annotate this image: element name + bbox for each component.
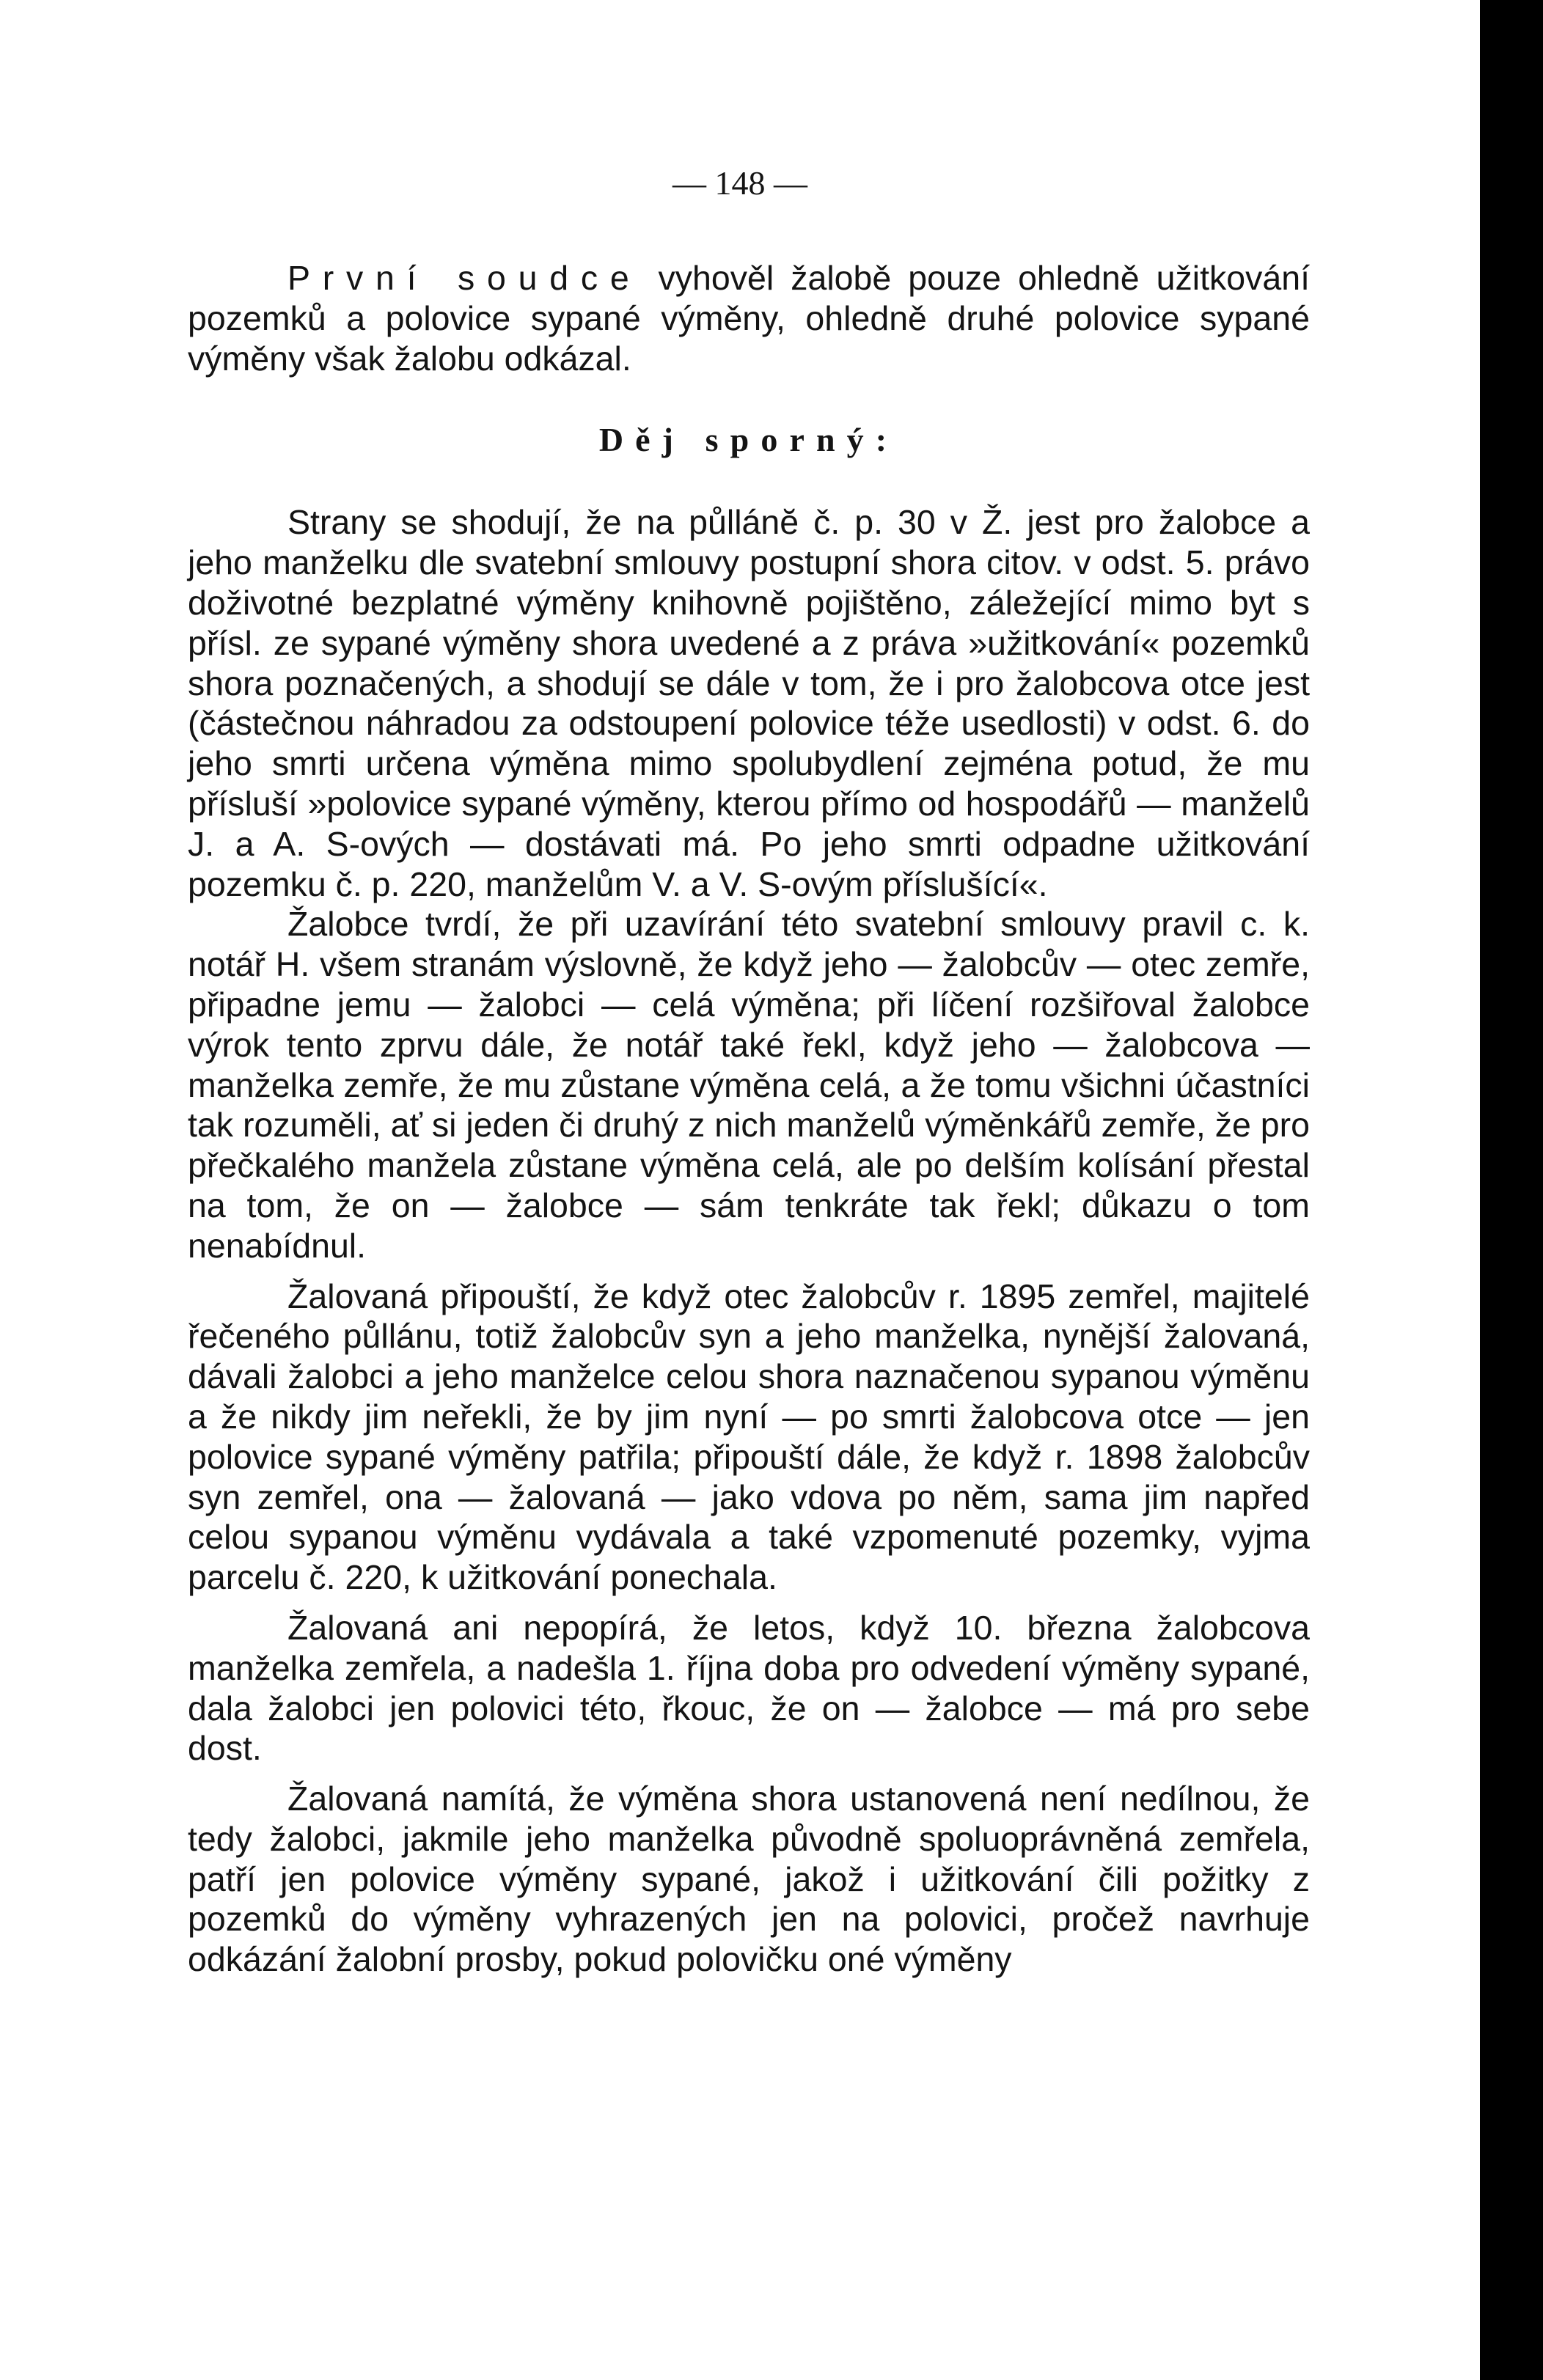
page-text [188, 258, 1310, 1980]
paragraph-defendant-concedes: Žalovaná ani nepopírá, že letos, když 10. března žalobcova manželka zemřela, a nadešla 1. října doba pro odvedení výměny sypané, dala žalobci jen polovici této, řkouc, že on — žalobce — má pro sebe dost. [188, 1608, 1310, 1768]
page-number: — 148 — [672, 164, 807, 202]
section-heading: Děj sporný: [598, 421, 899, 459]
scan-border [1480, 0, 1543, 2380]
spaced-phrase: První soudce [287, 259, 642, 297]
paragraph-text: vyhověl žalobě pouze ohledně užitkování pozemků a polovice sypané výměny, ohledně druhé polovice sypané výměny však žalobu odkázal. [188, 259, 1310, 378]
paragraph-agreed-facts: Strany se shodují, že na půllánĕ č. p. 30 v Ž. jest pro žalobce a jeho manželku dle svatební smlouvy postupní shora citov. v odst. 5. právo doživotné bezplatné výměny knihovně pojištěno, záležející mimo byt s přísl. ze sypané výměny shora uvedené a z práva »užitkování« pozemků shora poznačených, a shodují se dále v tom, že i pro žalobcova otce jest (částečnou náhradou za odstoupení polovice téže usedlosti) v odst. 6. do jeho smrti určena výměna mimo spolubydlení zejména potud, že mu přísluší »polovice sypané výměny, kterou přímo od hospodářů — manželů J. a A. S-ových — dostávati má. Po jeho smrti odpadne užitkování pozemku č. p. 220, manželům V. a V. S-ovým příslušící«. [188, 503, 1310, 903]
paragraph-first-judge [188, 258, 1310, 378]
paragraph-plaintiff-claims: Žalobce tvrdí, že při uzavírání této svatební smlouvy pravil c. k. notář H. všem stranám výslovně, že když jeho — žalobcův — otec zemře, připadne jemu — žalobci — celá výměna; při líčení rozšiřoval žalobce výrok tento zprvu dále, že notář také řekl, když jeho — žalobcova — manželka zemře, že mu zůstane výměna celá, a že tomu všichni účastníci tak rozuměli, ať si jeden či druhý z nich manželů výměnkářů zemře, že pro přečkalého manžela zůstane výměna celá, ale po delším kolísání přestal na tom, že on — žalobce — sám tenkráte tak řekl; důkazu o tom nenabídnul. [188, 905, 1310, 1265]
paragraph-defendant-admits: Žalovaná připouští, že když otec žalobcův r. 1895 zemřel, majitelé řečeného půllánu, totiž žalobcův syn a jeho manželka, nynější žalovaná, dávali žalobci a jeho manželce celou shora naznačenou sypanou výměnu a že nikdy jim neřekli, že by jim nyní — po smrti žalobcova otce — jen polovice sypané výměny patřila; připouští dále, že když r. 1898 žalobcův syn zemřel, ona — žalovaná — jako vdova po něm, sama jim napřed celou sypanou výměnu vydávala a také vzpomenuté pozemky, vyjma parcelu č. 220, k užitkování ponechala. [188, 1277, 1310, 1597]
paragraph-defendant-objects: Žalovaná namítá, že výměna shora ustanovená není nedílnou, že tedy žalobci, jakmile jeho manželka původně spoluoprávněná zemřela, patří jen polovice výměny sypané, jakož i užitkování čili požitky z pozemků do výměny vyhrazených jen na polovici, pročež navrhuje odkázání žalobní prosby, pokud polovičku oné výměny [188, 1780, 1310, 1979]
